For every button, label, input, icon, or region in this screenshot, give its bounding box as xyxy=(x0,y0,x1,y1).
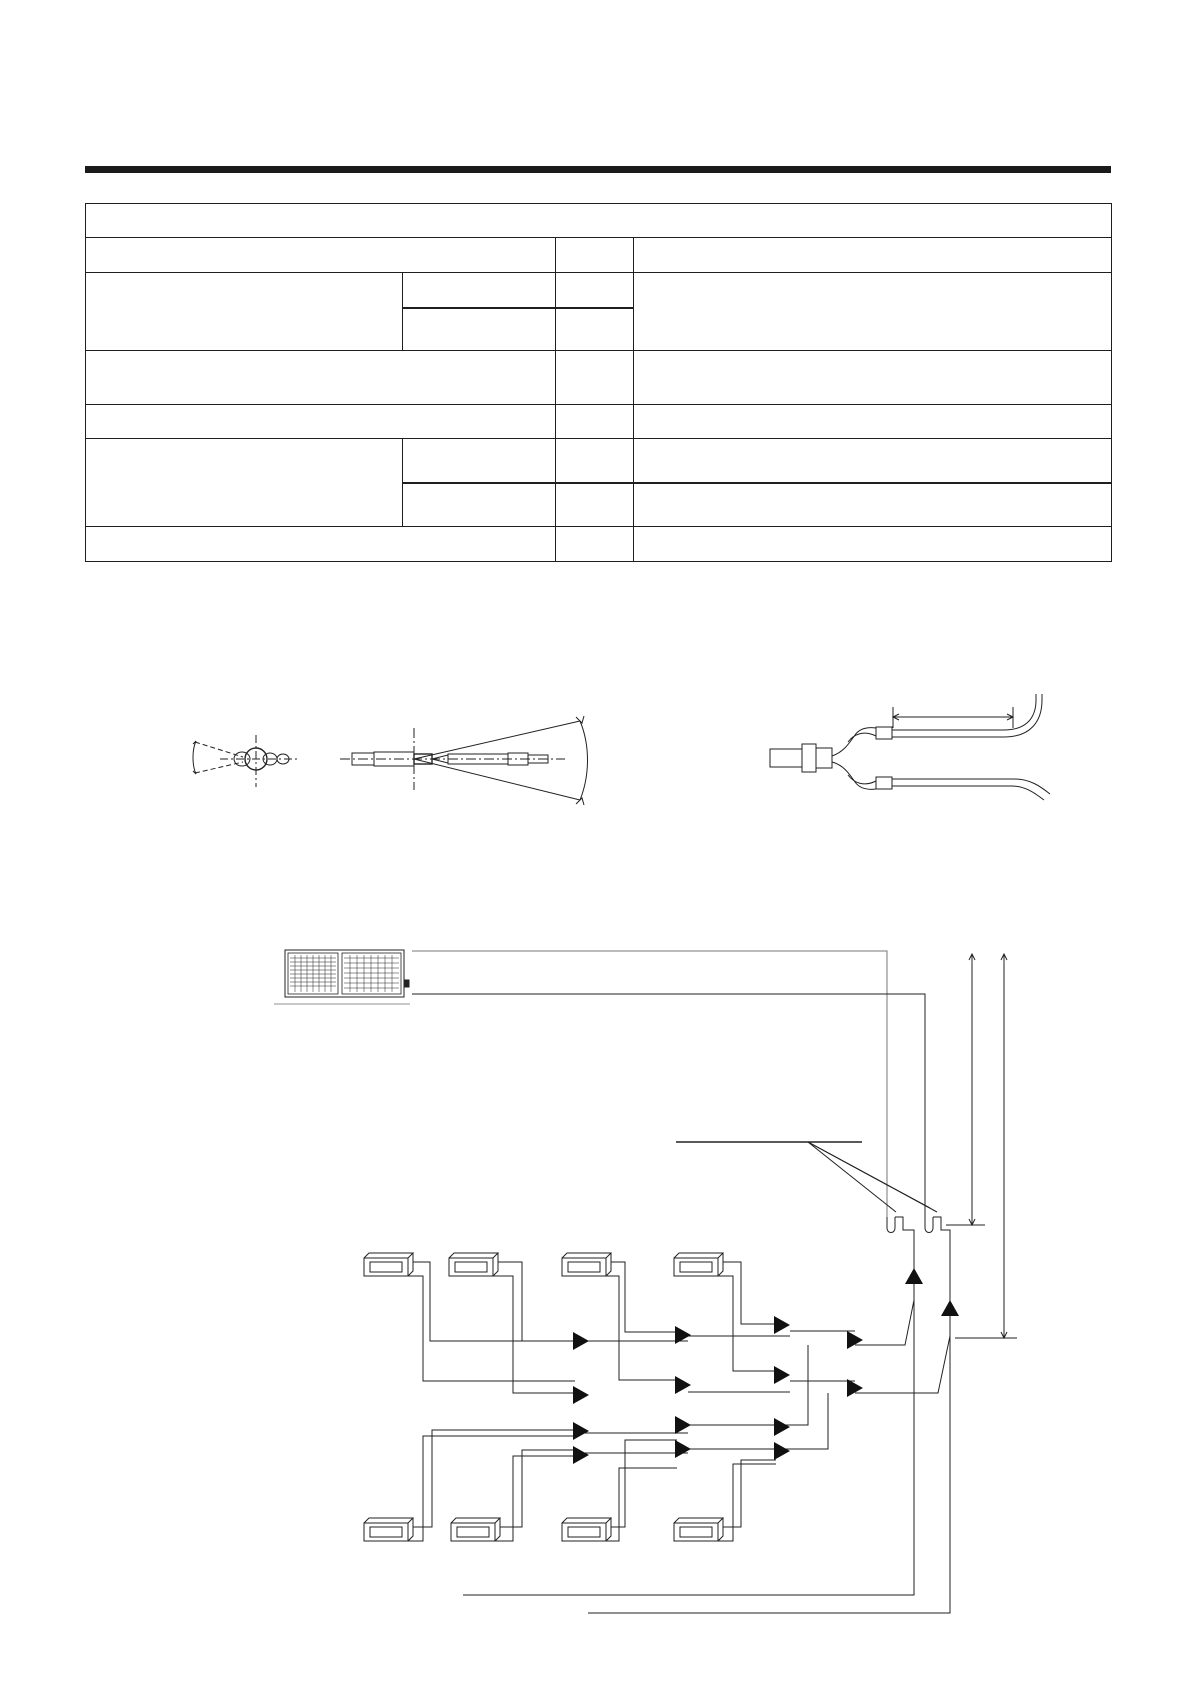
branch-joints xyxy=(573,1268,959,1464)
joint-side-view xyxy=(340,716,588,805)
joint-end-view xyxy=(193,735,300,787)
indoor-units-top xyxy=(364,1253,723,1276)
indoor-units-bottom xyxy=(364,1518,723,1541)
piping-layout xyxy=(274,950,1017,1613)
outdoor-unit xyxy=(274,950,410,1004)
branch-joint-view xyxy=(770,694,1050,800)
